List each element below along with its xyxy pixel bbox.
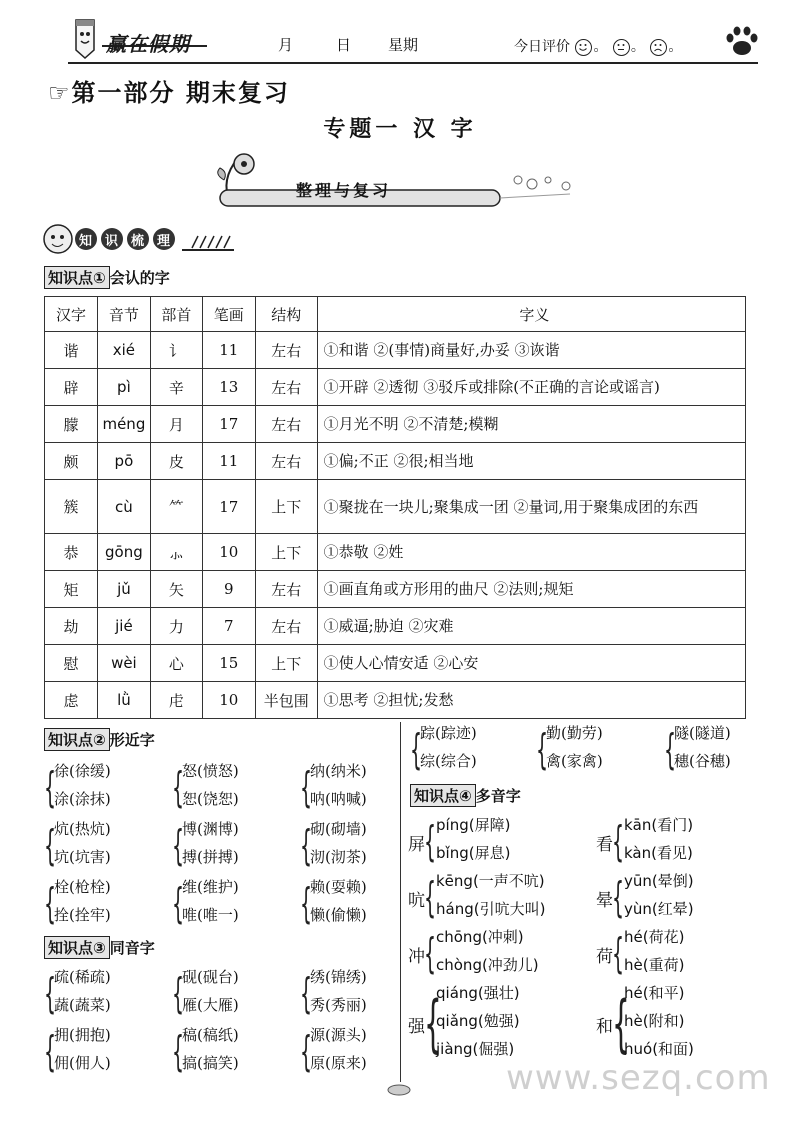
pair-entry: 纳(纳米) xyxy=(310,762,367,780)
radical-cell: 辛 xyxy=(150,369,202,406)
reading-entry: yùn(红晕) xyxy=(624,900,694,918)
hanzi-cell: 簇 xyxy=(45,480,98,534)
brace-icon: { xyxy=(44,763,57,812)
brace-icon: { xyxy=(612,987,630,1060)
table-row xyxy=(45,406,746,443)
watermark: www.sezq.com xyxy=(506,1058,771,1098)
reading-entry: hé(和平) xyxy=(624,984,685,1002)
brace-icon: { xyxy=(300,879,313,928)
pinyin-cell: jié xyxy=(97,608,150,645)
table-row xyxy=(45,443,746,480)
characters-table xyxy=(44,296,746,719)
brace-icon: { xyxy=(612,929,625,978)
polyphone-char: 荷 xyxy=(596,947,613,967)
hanzi-cell: 谐 xyxy=(45,332,98,369)
stroke-cell: 9 xyxy=(202,571,255,608)
stroke-cell: 11 xyxy=(202,443,255,480)
col-header: 汉字 xyxy=(45,297,98,332)
table-row xyxy=(45,480,746,534)
hanzi-cell: 颇 xyxy=(45,443,98,480)
pinyin-cell: pō xyxy=(97,443,150,480)
brace-icon: { xyxy=(612,873,625,922)
brace-icon: { xyxy=(300,1027,313,1076)
table-row xyxy=(45,534,746,571)
pair-entry: 恕(饶恕) xyxy=(182,790,239,808)
pair-entry: 搞(搞笑) xyxy=(182,1054,239,1072)
reading-entry: píng(屏障) xyxy=(436,816,511,834)
brace-icon: { xyxy=(300,763,313,812)
banner-flower-icon xyxy=(210,150,590,210)
stroke-cell: 17 xyxy=(202,480,255,534)
polyphone-char: 冲 xyxy=(408,947,425,967)
radical-cell: ⺗ xyxy=(150,534,202,571)
meaning-cell: ①偏;不正 ②很;相当地 xyxy=(317,443,745,480)
structure-cell: 半包围 xyxy=(255,682,317,719)
header-rule xyxy=(68,62,758,64)
reading-entry: jiàng(倔强) xyxy=(436,1040,515,1058)
kp2-title: 形近字 xyxy=(109,731,155,749)
col-header: 部首 xyxy=(150,297,202,332)
stroke-cell: 10 xyxy=(202,682,255,719)
reading-entry: qiáng(强壮) xyxy=(436,984,520,1002)
kp4-title: 多音字 xyxy=(475,787,521,805)
topic-title: 专题一 汉 字 xyxy=(323,117,477,142)
structure-cell: 左右 xyxy=(255,369,317,406)
brace-icon: { xyxy=(172,1027,185,1076)
pinyin-cell: méng xyxy=(97,406,150,443)
brace-icon: { xyxy=(172,763,185,812)
pair-entry: 坑(坑害) xyxy=(54,848,111,866)
reading-entry: bǐng(屏息) xyxy=(436,844,511,862)
brace-icon: { xyxy=(44,1027,57,1076)
polyphone-char: 晕 xyxy=(596,891,613,911)
pair-entry: 沏(沏茶) xyxy=(310,848,367,866)
sad-face-icon xyxy=(650,39,667,56)
table-row xyxy=(45,571,746,608)
kp2-heading xyxy=(44,728,155,751)
hanzi-cell: 朦 xyxy=(45,406,98,443)
pair-entry: 疏(稀疏) xyxy=(54,968,111,986)
badge-char: 知 xyxy=(79,234,93,249)
kp2-box: 知识点② xyxy=(44,728,110,751)
stroke-cell: 10 xyxy=(202,534,255,571)
pinyin-cell: wèi xyxy=(97,645,150,682)
structure-cell: 左右 xyxy=(255,608,317,645)
radical-cell: 心 xyxy=(150,645,202,682)
pair-entry: 原(原来) xyxy=(310,1054,367,1072)
table-row xyxy=(45,332,746,369)
radical-cell: 月 xyxy=(150,406,202,443)
pair-entry: 佣(佣人) xyxy=(54,1054,111,1072)
table-row xyxy=(45,645,746,682)
radical-cell: 讠 xyxy=(150,332,202,369)
page-header xyxy=(0,0,800,70)
pair-entry: 维(维护) xyxy=(182,878,239,896)
brace-icon: { xyxy=(424,929,437,978)
meaning-cell: ①月光不明 ②不清楚;模糊 xyxy=(317,406,745,443)
structure-cell: 左右 xyxy=(255,406,317,443)
col-header: 音节 xyxy=(97,297,150,332)
meaning-cell: ①画直角或方形用的曲尺 ②法则;规矩 xyxy=(317,571,745,608)
meaning-cell: ①恭敬 ②姓 xyxy=(317,534,745,571)
brace-icon: { xyxy=(172,969,185,1018)
meaning-cell: ①威逼;胁迫 ②灾难 xyxy=(317,608,745,645)
pair-entry: 拴(拴牢) xyxy=(54,906,111,924)
pair-entry: 砚(砚台) xyxy=(182,968,239,986)
reading-entry: yūn(晕倒) xyxy=(624,872,694,890)
structure-cell: 左右 xyxy=(255,571,317,608)
stroke-cell: 17 xyxy=(202,406,255,443)
brace-icon: { xyxy=(424,817,437,866)
brace-icon: { xyxy=(410,725,423,774)
month-label: 月 xyxy=(278,36,294,54)
circle-mark: 。 xyxy=(668,39,683,55)
reading-entry: qiǎng(勉强) xyxy=(436,1012,520,1030)
brace-icon: { xyxy=(172,821,185,870)
kp4-heading xyxy=(410,784,521,807)
part-title: ☞第一部分 期末复习 xyxy=(48,79,290,107)
brace-icon: { xyxy=(612,817,625,866)
reading-entry: kān(看门) xyxy=(624,816,694,834)
brace-icon: { xyxy=(44,969,57,1018)
pair-entry: 砌(砌墙) xyxy=(310,820,367,838)
polyphone-char: 看 xyxy=(596,835,613,855)
pair-entry: 穗(谷穗) xyxy=(674,752,731,770)
meaning-cell: ①使人心情安适 ②心安 xyxy=(317,645,745,682)
radical-cell: 力 xyxy=(150,608,202,645)
brace-icon: { xyxy=(664,725,677,774)
reading-entry: chòng(冲劲儿) xyxy=(436,956,539,974)
badge-char: 梳 xyxy=(131,234,145,249)
column-divider xyxy=(400,722,401,1082)
neutral-face-icon xyxy=(613,39,630,56)
stroke-cell: 7 xyxy=(202,608,255,645)
meaning-cell: ①思考 ②担忧;发愁 xyxy=(317,682,745,719)
reading-entry: chōng(冲刺) xyxy=(436,928,524,946)
pair-entry: 博(渊博) xyxy=(182,820,239,838)
pair-entry: 怒(愤怒) xyxy=(182,762,239,780)
pinyin-cell: gōng xyxy=(97,534,150,571)
structure-cell: 上下 xyxy=(255,534,317,571)
pair-entry: 懒(偷懒) xyxy=(310,906,367,924)
pinyin-cell: xié xyxy=(97,332,150,369)
hanzi-cell: 劫 xyxy=(45,608,98,645)
pinyin-cell: lǜ xyxy=(97,682,150,719)
structure-cell: 左右 xyxy=(255,332,317,369)
pair-entry: 唯(唯一) xyxy=(182,906,239,924)
pair-entry: 栓(枪栓) xyxy=(54,878,111,896)
reading-entry: huó(和面) xyxy=(624,1040,694,1058)
meaning-cell: ①开辟 ②透彻 ③驳斥或排除(不正确的言论或谣言) xyxy=(317,369,745,406)
pinyin-cell: cù xyxy=(97,480,150,534)
pair-entry: 综(综合) xyxy=(420,752,477,770)
pair-entry: 秀(秀丽) xyxy=(310,996,367,1014)
table-header-row xyxy=(45,297,746,332)
reading-entry: kēng(一声不吭) xyxy=(436,872,545,890)
circle-mark: 。 xyxy=(593,39,608,55)
meaning-cell: ①和谐 ②(事情)商量好,办妥 ③诙谐 xyxy=(317,332,745,369)
kp1-box: 知识点① xyxy=(44,266,110,289)
rating-group xyxy=(514,36,682,56)
radical-cell: 皮 xyxy=(150,443,202,480)
pair-entry: 踪(踪迹) xyxy=(420,724,477,742)
reading-entry: hé(荷花) xyxy=(624,928,685,946)
kp4-box: 知识点④ xyxy=(410,784,476,807)
kp1-heading xyxy=(44,266,170,289)
pair-entry: 源(源头) xyxy=(310,1026,367,1044)
col-header: 结构 xyxy=(255,297,317,332)
badge-char: 识 xyxy=(105,234,119,249)
pair-entry: 隧(隧道) xyxy=(674,724,731,742)
logo-text: 赢在假期 xyxy=(106,32,190,56)
circle-mark: 。 xyxy=(630,39,645,55)
polyphone-char: 和 xyxy=(596,1017,613,1037)
reading-entry: hè(重荷) xyxy=(624,956,685,974)
brace-icon: { xyxy=(44,821,57,870)
polyphone-char: 吭 xyxy=(408,891,425,911)
kp3-title: 同音字 xyxy=(109,939,155,957)
col-header: 字义 xyxy=(317,297,745,332)
radical-cell: 矢 xyxy=(150,571,202,608)
pair-entry: 勤(勤劳) xyxy=(546,724,603,742)
pair-entry: 雁(大雁) xyxy=(182,996,239,1014)
brace-icon: { xyxy=(424,987,442,1060)
brace-icon: { xyxy=(44,879,57,928)
kp3-heading xyxy=(44,936,155,959)
polyphone-char: 屏 xyxy=(408,835,425,855)
pair-entry: 赖(耍赖) xyxy=(310,878,367,896)
day-label: 日 xyxy=(336,36,352,54)
hanzi-cell: 慰 xyxy=(45,645,98,682)
radical-cell: ⺮ xyxy=(150,480,202,534)
structure-cell: 上下 xyxy=(255,645,317,682)
table-row xyxy=(45,369,746,406)
banner-title: 整理与复习 xyxy=(296,181,392,200)
radical-cell: 虍 xyxy=(150,682,202,719)
stroke-cell: 11 xyxy=(202,332,255,369)
kp1-title: 会认的字 xyxy=(109,269,170,287)
pair-entry: 蔬(蔬菜) xyxy=(54,996,111,1014)
stroke-cell: 15 xyxy=(202,645,255,682)
paw-icon xyxy=(724,24,760,58)
pair-entry: 徐(徐缓) xyxy=(54,762,111,780)
table-row xyxy=(45,682,746,719)
brace-icon: { xyxy=(300,821,313,870)
meaning-cell: ①聚拢在一块儿;聚集成一团 ②量词,用于聚集成团的东西 xyxy=(317,480,745,534)
reading-entry: háng(引吭大叫) xyxy=(436,900,546,918)
structure-cell: 上下 xyxy=(255,480,317,534)
badge-char: 理 xyxy=(157,234,171,249)
pair-entry: 呐(呐喊) xyxy=(310,790,367,808)
kp3-box: 知识点③ xyxy=(44,936,110,959)
table-row xyxy=(45,608,746,645)
brace-icon: { xyxy=(424,873,437,922)
brace-icon: { xyxy=(172,879,185,928)
pair-entry: 搏(拼搏) xyxy=(182,848,239,866)
page-ornament-icon xyxy=(386,1082,412,1096)
weekday-label: 星期 xyxy=(388,36,419,54)
rating-label: 今日评价 xyxy=(514,39,570,55)
pair-entry: 禽(家禽) xyxy=(546,752,603,770)
happy-face-icon xyxy=(575,39,592,56)
pinyin-cell: pì xyxy=(97,369,150,406)
structure-cell: 左右 xyxy=(255,443,317,480)
brace-icon: { xyxy=(536,725,549,774)
hanzi-cell: 恭 xyxy=(45,534,98,571)
pair-entry: 拥(拥抱) xyxy=(54,1026,111,1044)
hanzi-cell: 虑 xyxy=(45,682,98,719)
pair-entry: 绣(锦绣) xyxy=(310,968,367,986)
polyphone-char: 强 xyxy=(408,1017,425,1037)
stroke-cell: 13 xyxy=(202,369,255,406)
pinyin-cell: jǔ xyxy=(97,571,150,608)
pair-entry: 稿(稿纸) xyxy=(182,1026,239,1044)
pair-entry: 炕(热炕) xyxy=(54,820,111,838)
brace-icon: { xyxy=(300,969,313,1018)
hanzi-cell: 辟 xyxy=(45,369,98,406)
reading-entry: hè(附和) xyxy=(624,1012,685,1030)
reading-entry: kàn(看见) xyxy=(624,844,693,862)
hanzi-cell: 矩 xyxy=(45,571,98,608)
col-header: 笔画 xyxy=(202,297,255,332)
pair-entry: 涂(涂抹) xyxy=(54,790,111,808)
